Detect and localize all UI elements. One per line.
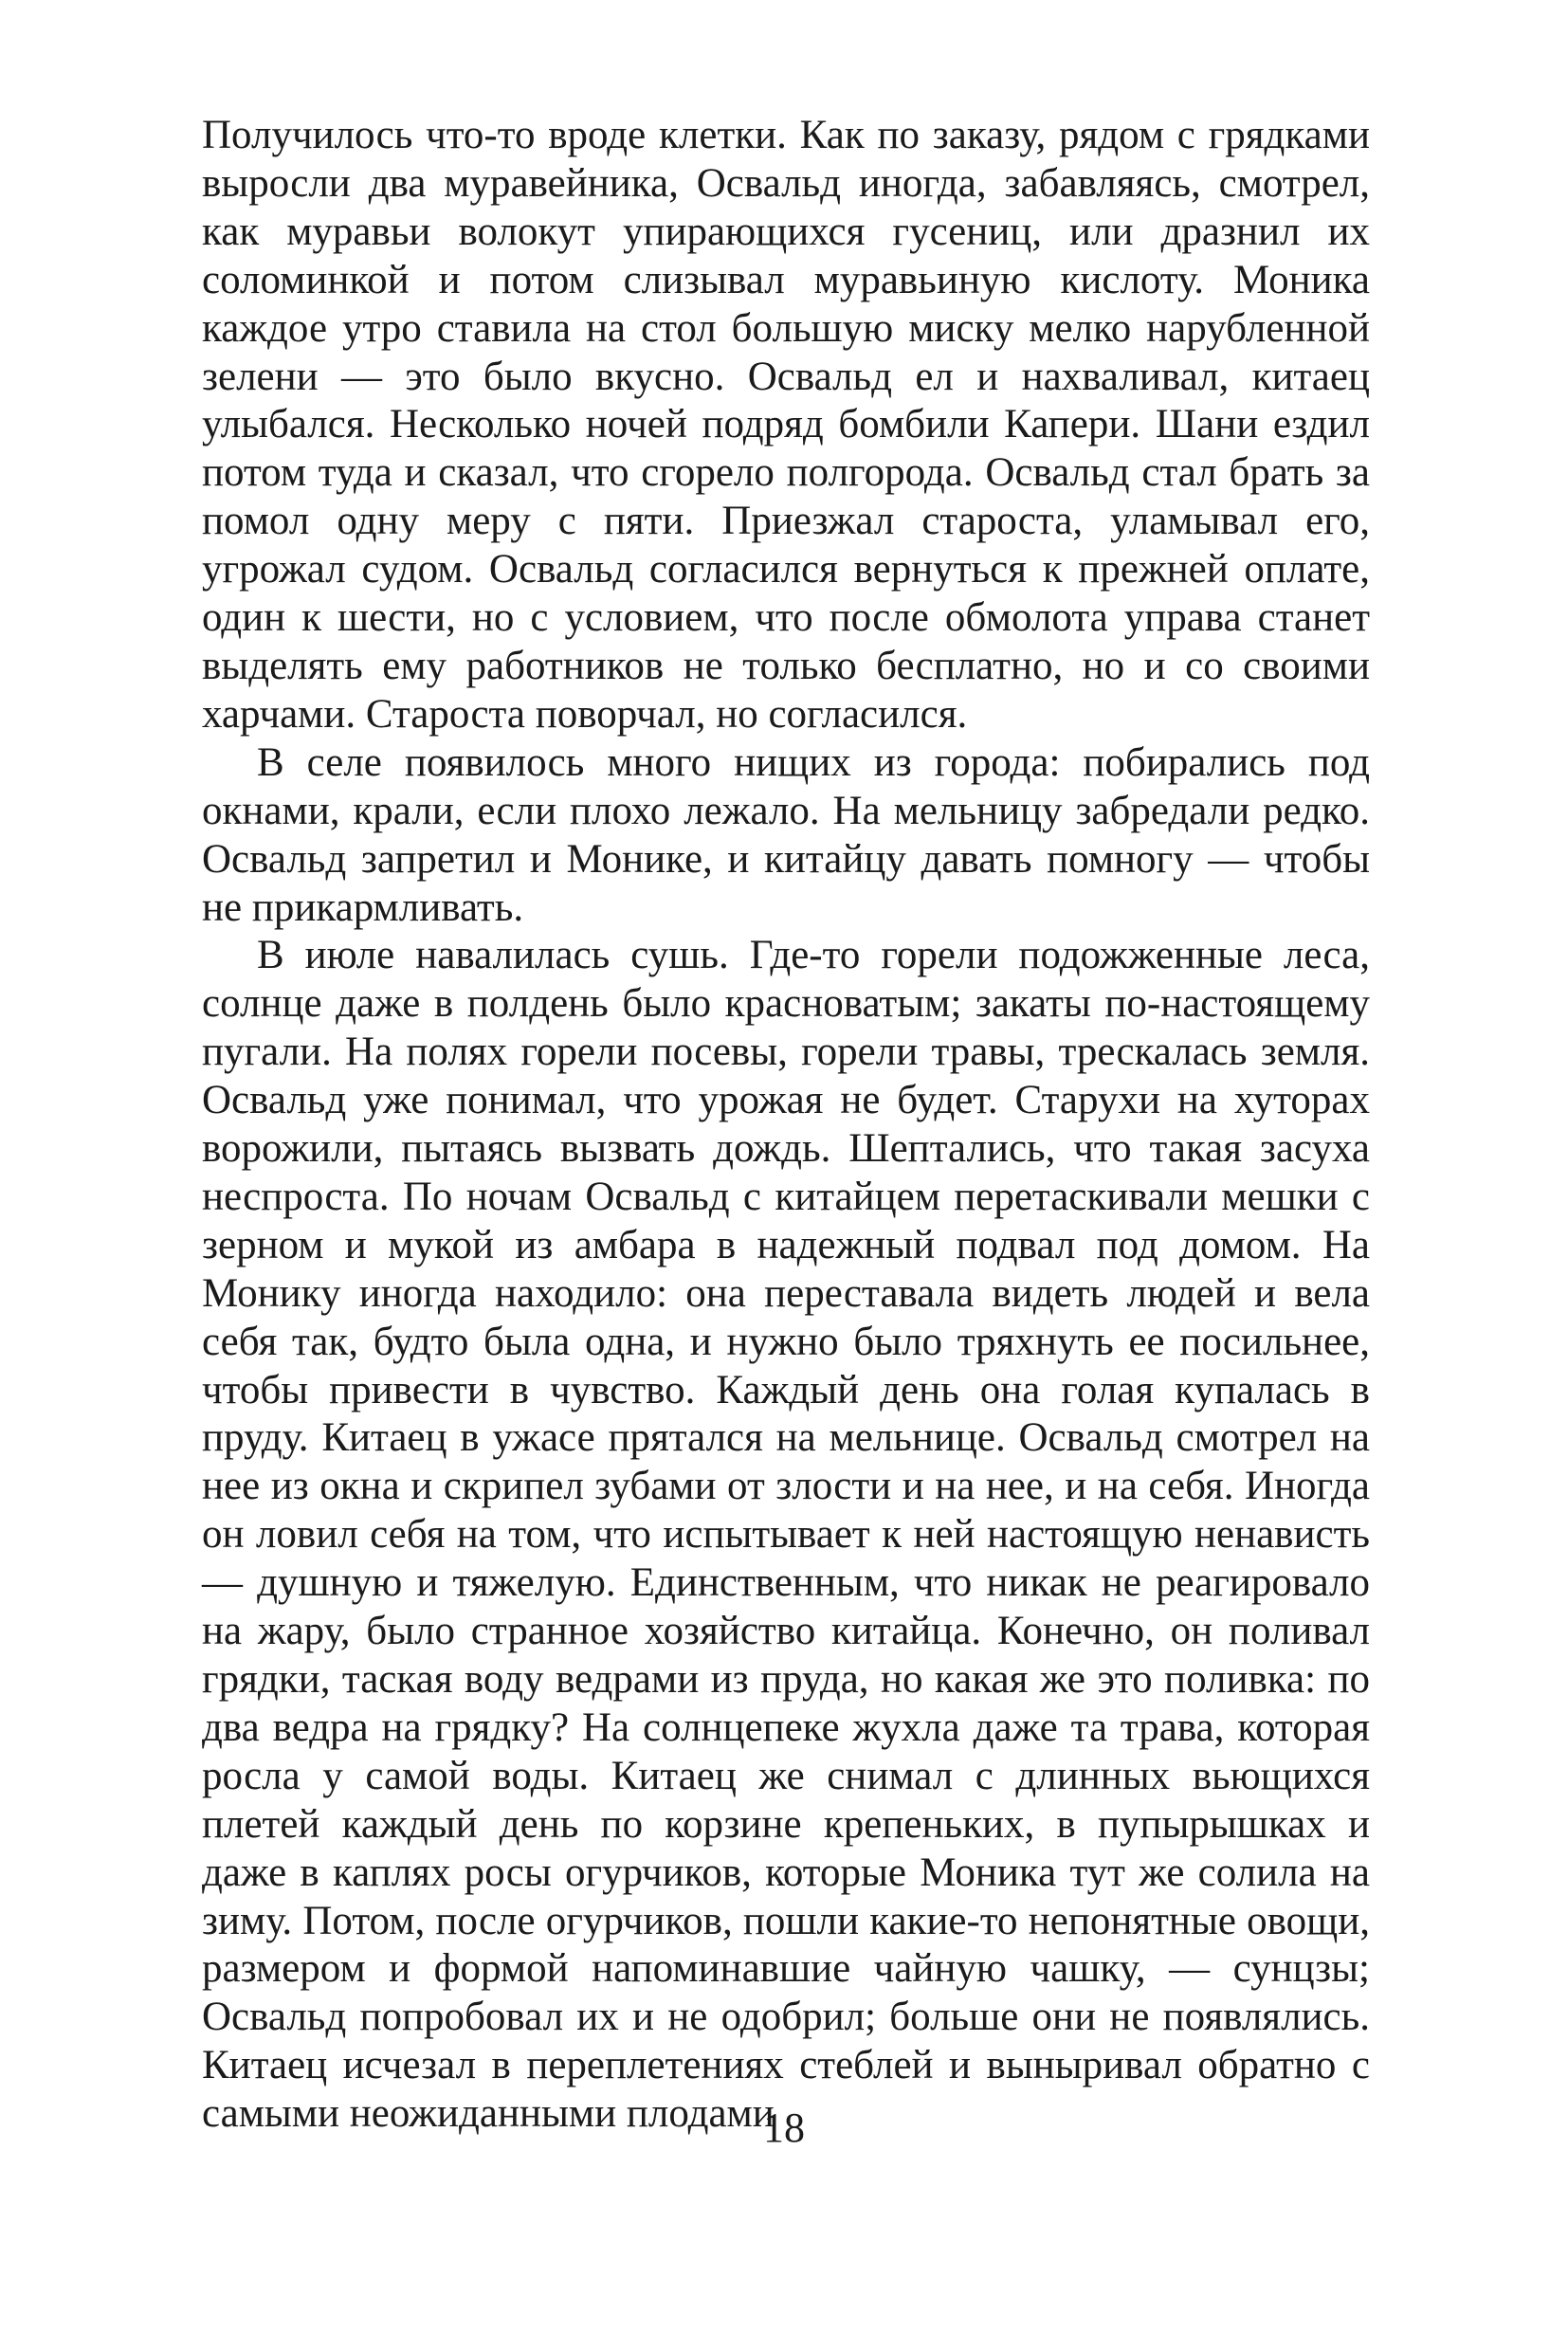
paragraph-3: В июле навалилась сушь. Где-то горели подожженные леса, солнце даже в полдень было красноватым; закаты по-настоящему пугали. На полях горели посевы, горели травы, трескалась земля. Освальд уже понимал, что урожая не будет. Старухи на хуторах ворожили, пытаясь вызвать дождь. Шептались, что такая засуха неспроста. По ночам Освальд с китайцем перетаскивали мешки с зерном и мукой из амбара в надежный подвал под домом. На Монику иногда находило: она переставала видеть людей и вела себя так, будто была одна, и нужно было тряхнуть ее посильнее, чтобы привести в чувство. Каждый день она голая купалась в пруду. Китаец в ужасе прятался на мельнице. Освальд смотрел на нее из окна и скрипел зубами от злости и на нее, и на себя. Иногда он ловил себя на том, что испытывает к ней настоящую ненависть — душную и тяжелую. Единственным, что никак не реагировало на жару, было странное хозяйство китайца. Конечно, он поливал грядки, таская воду ведрами из пруда, но какая же это поливка: по два ведра на грядку? На солнцепеке жухла даже та трава, которая росла у самой воды. Китаец же снимал с длинных вьющихся плетей каждый день по корзине крепеньких, в пупырышках и даже в каплях росы огурчиков, которые Моника тут же солила на зиму. Потом, после огурчиков, пошли какие-то непонятные овощи, размером и формой напоминавшие чайную чашку, — сунцзы; Освальд попробовал их и не одобрил; больше они не появлялись. Китаец исчезал в переплетениях стеблей и выныривал обратно с самыми неожиданными плодами (202, 933, 1370, 2137)
page-number: 18 (763, 2105, 805, 2151)
paragraph-1: Получилось что-то вроде клетки. Как по заказу, рядом с грядками выросли два муравейника, Освальд иногда, забавляясь, смотрел, как муравьи волокут упирающихся гусениц, или дразнил их соломинкой и потом слизывал муравьиную кислоту. Моника каждое утро ставила на стол большую миску мелко нарубленной зелени — это было вкусно. Освальд ел и нахваливал, китаец улыбался. Несколько ночей подряд бомбили Капери. Шани ездил потом туда и сказал, что сгорело полгорода. Освальд стал брать за помол одну меру с пяти. Приезжал староста, уламывал его, угрожал судом. Освальд согласился вернуться к прежней оплате, один к шести, но с условием, что после обмолота управа станет выделять ему работников не только бесплатно, но и со своими харчами. Староста поворчал, но согласился. (202, 113, 1370, 737)
paragraph-2: В селе появилось много нищих из города: побирались под окнами, крали, если плохо лежало. На мельницу забредали редко. Освальд запретил и Монике, и китайцу давать помногу — чтобы не прикармливать. (202, 739, 1370, 930)
body-text (202, 112, 1370, 2139)
